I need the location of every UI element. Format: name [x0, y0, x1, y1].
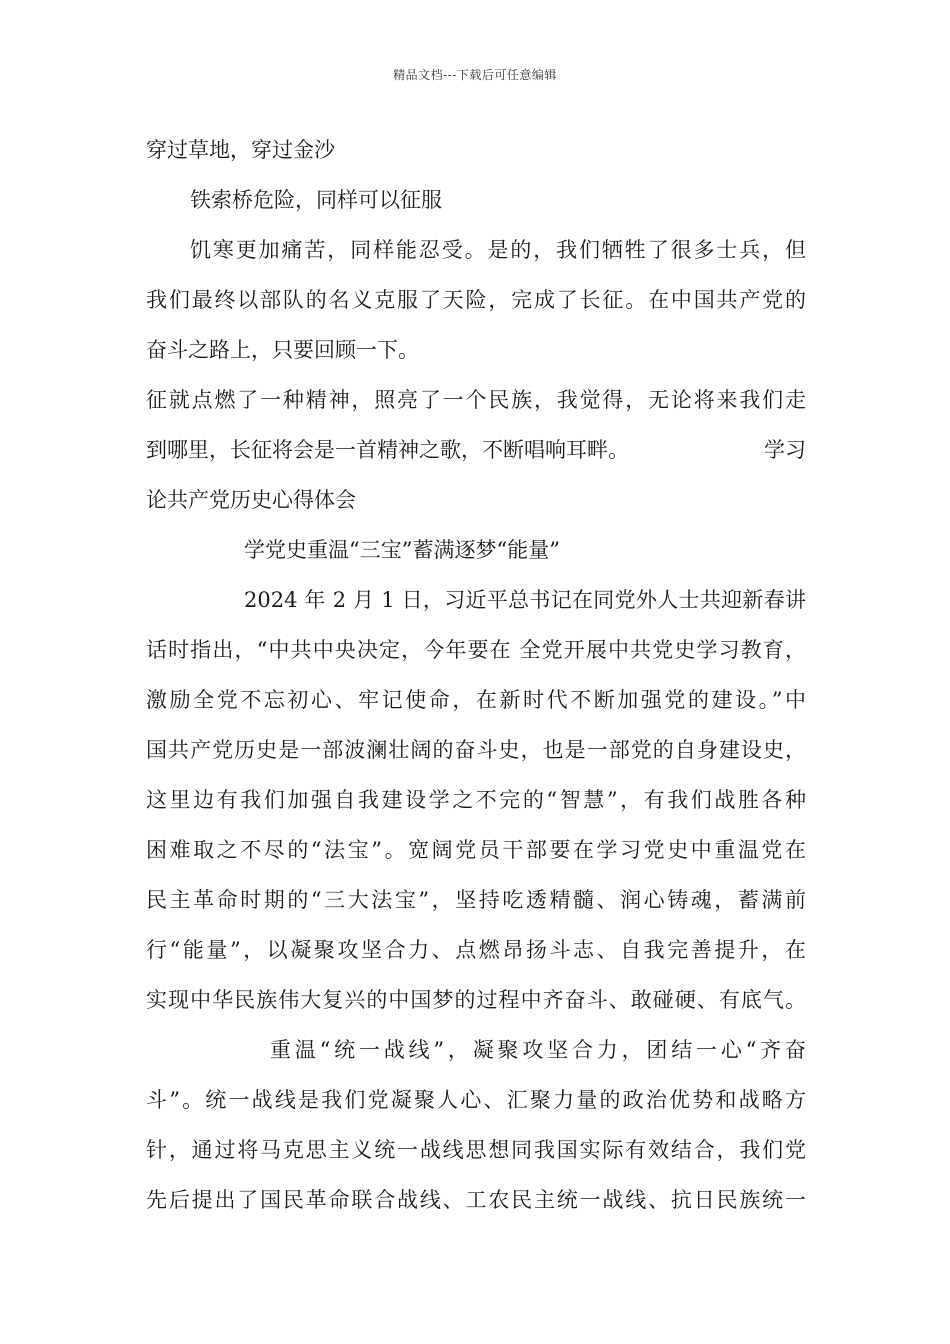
text-line: 铁索桥危险，同样可以征服 — [190, 188, 442, 212]
text-line: 饥寒更加痛苦，同样能忍受。是的，我们牺牲了很多士兵，但 — [190, 238, 806, 262]
text-segment: 学习 — [764, 438, 806, 462]
text-line-split — [146, 436, 806, 464]
page-header: 精品文档---下载后可任意编辑 — [393, 68, 557, 82]
text-line: 激励全党不忘初心、牢记使命，在新时代不断加强党的建设。”中 — [146, 688, 806, 712]
text-segment: 到哪里，长征将会是一首精神之歌，不断唱响耳畔。 — [146, 438, 629, 462]
text-line: 重温“统一战线”，凝聚攻坚合力，团结一心“齐奋 — [270, 1038, 806, 1062]
text-line: 征就点燃了一种精神，照亮了一个民族，我觉得，无论将来我们走 — [146, 388, 806, 412]
text-line: 民主革命时期的“三大法宝”，坚持吃透精髓、润心铸魂，蓄满前 — [146, 888, 806, 912]
text-line: 话时指出，“中共中央决定，今年要在 全党开展中共党史学习教育， — [146, 638, 806, 662]
text-line: 困难取之不尽的“法宝”。宽阔党员干部要在学习党史中重温党在 — [146, 838, 806, 862]
text-line: 国共产党历史是一部波澜壮阔的奋斗史，也是一部党的自身建设史， — [146, 738, 806, 762]
text-line: 我们最终以部队的名义克服了天险，完成了长征。在中国共产党的 — [146, 288, 806, 312]
text-line: 奋斗之路上，只要回顾一下。 — [146, 338, 419, 362]
text-line: 论共产党历史心得体会 — [146, 488, 356, 512]
text-line: 这里边有我们加强自我建设学之不完的“智慧”，有我们战胜各种 — [146, 788, 806, 812]
text-line: 针，通过将马克思主义统一战线思想同我国实际有效结合，我们党 — [146, 1138, 806, 1162]
section-title: 学党史重温“三宝”蓄满逐梦“能量” — [244, 538, 560, 562]
text-line: 行“能量”，以凝聚攻坚合力、点燃昂扬斗志、自我完善提升，在 — [146, 938, 806, 962]
text-line: 先后提出了国民革命联合战线、工农民主统一战线、抗日民族统一 — [146, 1188, 806, 1212]
text-line: 2024 年 2 月 1 日，习近平总书记在同党外人士共迎新春讲 — [244, 588, 806, 612]
text-line: 斗”。统一战线是我们党凝聚人心、汇聚力量的政治优势和战略方 — [146, 1088, 806, 1112]
text-line: 实现中华民族伟大复兴的中国梦的过程中齐奋斗、敢碰硬、有底气。 — [146, 988, 806, 1012]
text-line: 穿过草地，穿过金沙 — [146, 138, 335, 162]
